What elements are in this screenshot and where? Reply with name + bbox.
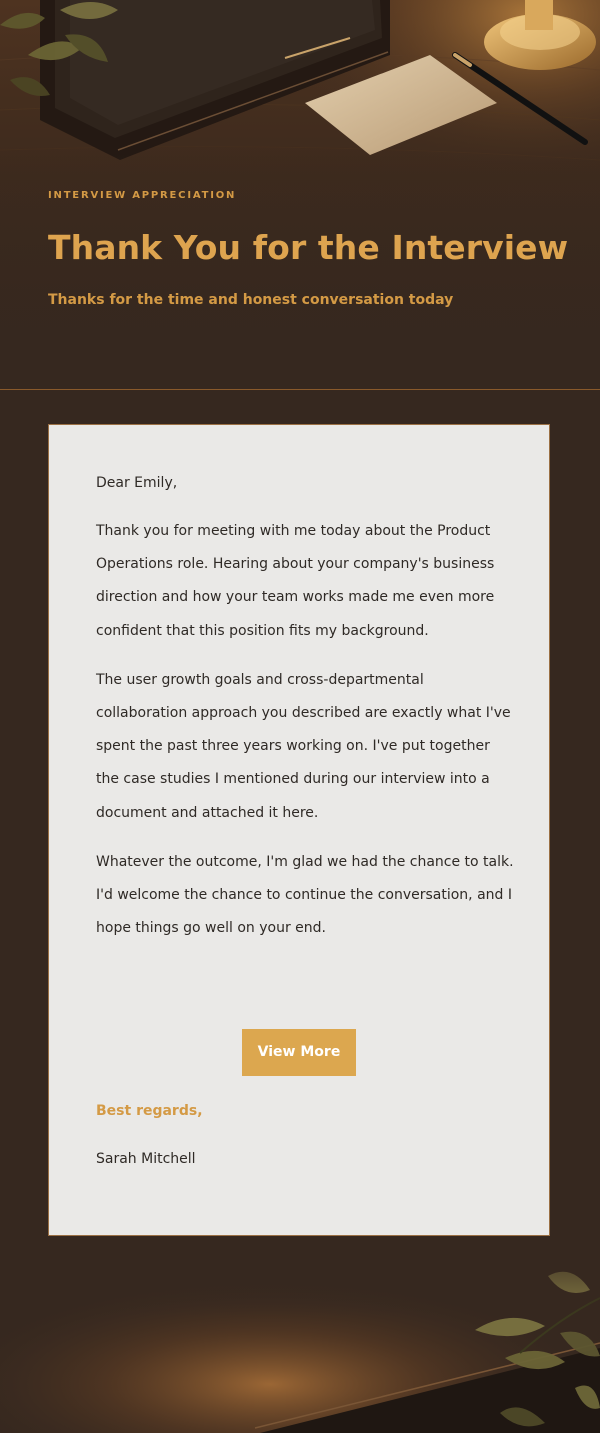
header-divider <box>0 389 600 390</box>
letter-paragraph: Thank you for meeting with me today about the Product Operations role. Hearing about your company's business direction and how your team works made me even more confident that this position fits my background. <box>96 523 495 639</box>
letter-body <box>96 469 516 961</box>
letter-paragraph: The user growth goals and cross-departmental collaboration approach you described are exactly what I've spent the past three years working on. I've put together the case studies I mentioned during our interview into a document and attached it here. <box>96 671 511 821</box>
eyebrow-label: INTERVIEW APPRECIATION <box>48 190 237 201</box>
letter-card <box>48 424 550 1236</box>
hero-header <box>0 0 600 390</box>
letter-signature: Sarah Mitchell <box>96 1151 196 1167</box>
letter-signoff: Best regards, <box>96 1103 203 1119</box>
letter-paragraph: Whatever the outcome, I'm glad we had the chance to talk. I'd welcome the chance to continue the conversation, and I hope things go well on your end. <box>96 853 514 937</box>
footer-desk-photo <box>0 1238 600 1433</box>
view-more-button[interactable]: View More <box>242 1029 356 1076</box>
cta-container <box>49 1029 549 1076</box>
email-subtitle: Thanks for the time and honest conversation today <box>48 292 454 308</box>
letter-greeting: Dear Emily, <box>96 475 178 491</box>
email-title: Thank You for the Interview <box>48 228 569 267</box>
